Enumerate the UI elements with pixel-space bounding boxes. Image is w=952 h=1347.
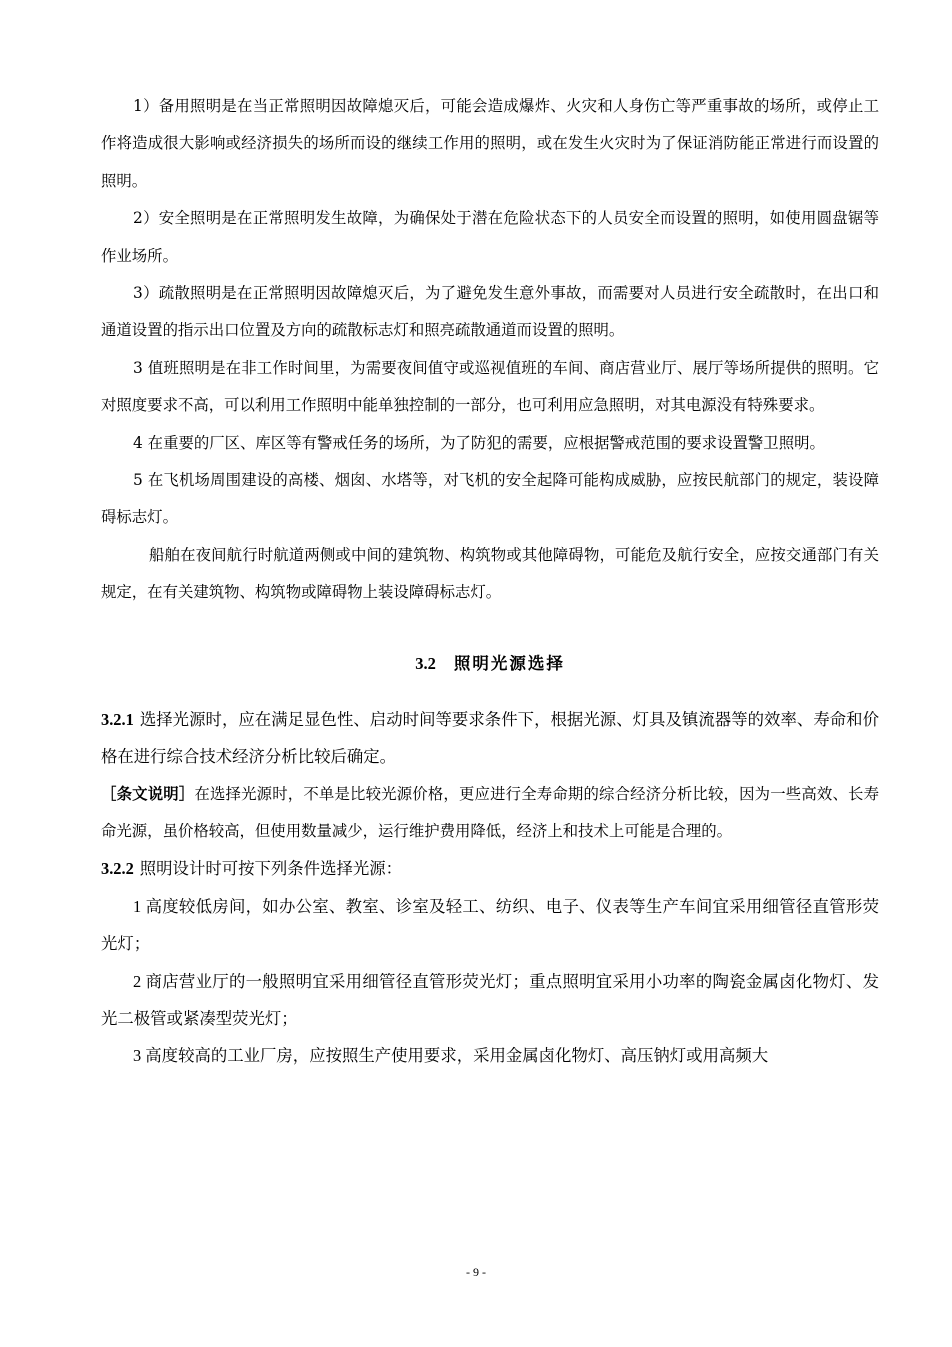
clause-number: 3.2.1 [101,709,134,729]
clause-3-2-2 [101,850,879,887]
document-page [101,88,879,1075]
clause-text: 选择光源时，应在满足显色性、启动时间等要求条件下，根据光源、灯具及镇流器等的效率、寿命和价格在进行综合技术经济分析比较后确定。 [101,709,879,767]
paragraph-evacuation-lighting: 3）疏散照明是在正常照明因故障熄灭后，为了避免发生意外事故，而需要对人员进行安全疏散时，在出口和通道设置的指示出口位置及方向的疏散标志灯和照亮疏散通道而设置的照明。 [101,284,879,340]
paragraph-guard-lighting: 4 在重要的厂区、库区等有警戒任务的场所，为了防犯的需要，应根据警戒范围的要求设置警卫照明。 [133,433,825,452]
clause-explanation [101,776,879,851]
paragraph-safety-lighting: 2）安全照明是在正常照明发生故障，为确保处于潜在危险状态下的人员安全而设置的照明，如使用圆盘锯等作业场所。 [101,209,879,265]
clause-3-2-1 [101,701,879,776]
list-item: 3 高度较高的工业厂房，应按照生产使用要求，采用金属卤化物灯、高压钠灯或用高频大 [133,1046,769,1066]
paragraph-obstacle-lighting: 5 在飞机场周围建设的高楼、烟囱、水塔等，对飞机的安全起降可能构成威胁，应按民航部门的规定，装设障碍标志灯。 [101,471,879,527]
section-heading [101,649,879,679]
list-item: 2 商店营业厅的一般照明宜采用细管径直管形荧光灯；重点照明宜采用小功率的陶瓷金属卤化物灯、发光二极管或紧凑型荧光灯； [101,971,879,1028]
paragraph-navigation-obstacles: 船舶在夜间航行时航道两侧或中间的建筑物、构筑物或其他障碍物，可能危及航行安全，应按交通部门有关规定，在有关建筑物、构筑物或障碍物上装设障碍标志灯。 [101,545,879,602]
paragraph-duty-lighting: 3 值班照明是在非工作时间里，为需要夜间值守或巡视值班的车间、商店营业厅、展厅等场所提供的照明。它对照度要求不高，可以利用工作照明中能单独控制的一部分，也可利用应急照明，对其电源没有特殊要求。 [101,358,879,415]
explanation-label: ［条文说明］ [101,784,195,803]
list-item: 1 高度较低房间，如办公室、教室、诊室及轻工、纺织、电子、仪表等生产车间宜采用细管径直管形荧光灯； [101,896,879,954]
page-number: - 9 - [466,1265,486,1279]
section-number: 3.2 [415,653,436,673]
explanation-text: 在选择光源时，不单是比较光源价格，更应进行全寿命期的综合经济分析比较，因为一些高效、长寿命光源，虽价格较高，但使用数量减少，运行维护费用降低，经济上和技术上可能是合理的。 [101,784,879,840]
paragraph-standby-lighting: 1）备用照明是在当正常照明因故障熄灭后，可能会造成爆炸、火灾和人身伤亡等严重事故的场所，或停止工作将造成很大影响或经济损失的场所而设的继续工作用的照明，或在发生火灾时为了保证消防能正常进行而设置的照明。 [101,97,879,190]
section-title: 照明光源选择 [453,653,565,673]
clause-text: 照明设计时可按下列条件选择光源： [139,859,403,879]
clause-number: 3.2.2 [101,859,134,879]
